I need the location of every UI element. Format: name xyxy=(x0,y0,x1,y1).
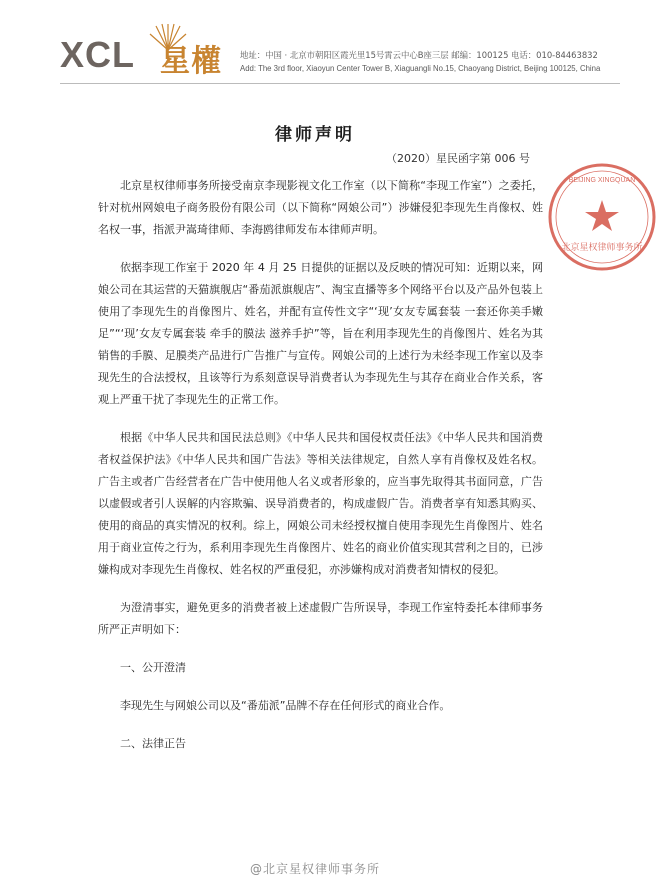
address-chinese: 地址：中国 · 北京市朝阳区霞光里15号霄云中心B座三层 邮编：100125 电话：010-84463832 xyxy=(240,50,598,60)
logo-latin: XCL xyxy=(60,34,135,75)
letterhead-divider xyxy=(60,83,620,84)
logo-chinese: 星權 xyxy=(160,44,222,79)
address-english: Add: The 3rd floor, Xiaoyun Center Tower B, Xiaguangli No.15, Chaoyang District, Beijing 100125, China xyxy=(240,64,601,73)
section-text-clarification: 李现先生与网娘公司以及“番茄派”品牌不存在任何形式的商业合作。 xyxy=(120,699,451,712)
document-number: （2020）星民函字第 006 号 xyxy=(386,152,530,165)
section-heading-legal-warning: 二、法律正告 xyxy=(120,737,186,750)
paragraph-legal-basis: 根据《中华人民共和国民法总则》《中华人民共和国侵权责任法》《中华人民共和国消费者权益保护法》《中华人民共和国广告法》等相关法律规定，自然人享有肖像权及姓名权。广告主或者广告经营者在广告中使用他人名义或者形象的，应当事先取得其书面同意，广告以虚假或者引人误解的内容欺骗、误导消费者的，构成虚假广告。消费者享有知悉其购买、使用的商品的真实情况的权利。综上，网娘公司未经授权擅自使用李现先生肖像图片、姓名用于商业宣传之行为，系利用李现先生肖像图片、姓名的商业价值实现其营利之目的，已涉嫌构成对李现先生肖像权、姓名权的严重侵犯，亦涉嫌构成对消费者知情权的侵犯。 xyxy=(98,431,543,576)
paragraph-declaration: 为澄清事实，避免更多的消费者被上述虚假广告所误导，李现工作室特委托本律师事务所严正声明如下： xyxy=(98,601,543,636)
paragraph-intro: 北京星权律师事务所接受南京李现影视文化工作室（以下简称“李现工作室”）之委托，针对杭州网娘电子商务股份有限公司（以下简称“网娘公司”）涉嫌侵犯李现先生肖像权、姓名权一事，指派尹嵩琦律师、李海鸥律师发布本律师声明。 xyxy=(98,179,543,236)
seal-latin: BEIJING XINGQUAN xyxy=(568,177,636,184)
page-title: 律师声明 xyxy=(275,125,355,145)
address-block xyxy=(240,49,620,75)
paragraph-facts: 依据李现工作室于 2020 年 4 月 25 日提供的证据以及反映的情况可知：近期以来，网娘公司在其运营的天猫旗舰店“番茄派旗舰店”、淘宝直播等多个网络平台以及产品外包装上使用了李现先生的肖像图片、姓名，并配有宣传性文字“‘现’女友专属套装 一套还你美手嫩足”“‘现’女友专属套装 牵手的膜法 滋养手护”等，旨在利用李现先生的肖像图片、姓名为其销售的手膜、足膜类产品进行广告推广与宣传。网娘公司的上述行为未经李现工作室以及李现先生的合法授权，且该等行为系刻意误导消费者认为李现先生与其存在商业合作关系，客观上严重干扰了李现先生的正常工作。 xyxy=(98,261,543,406)
firm-logo xyxy=(60,30,230,80)
statement-body xyxy=(98,175,543,771)
section-heading-clarification: 一、公开澄清 xyxy=(120,661,186,674)
official-seal xyxy=(545,160,660,275)
weibo-watermark: @北京星权律师事务所 xyxy=(249,862,380,876)
star-icon xyxy=(585,200,619,231)
seal-text: 北京星权律师事务所 xyxy=(561,243,643,253)
letterhead xyxy=(0,0,630,90)
